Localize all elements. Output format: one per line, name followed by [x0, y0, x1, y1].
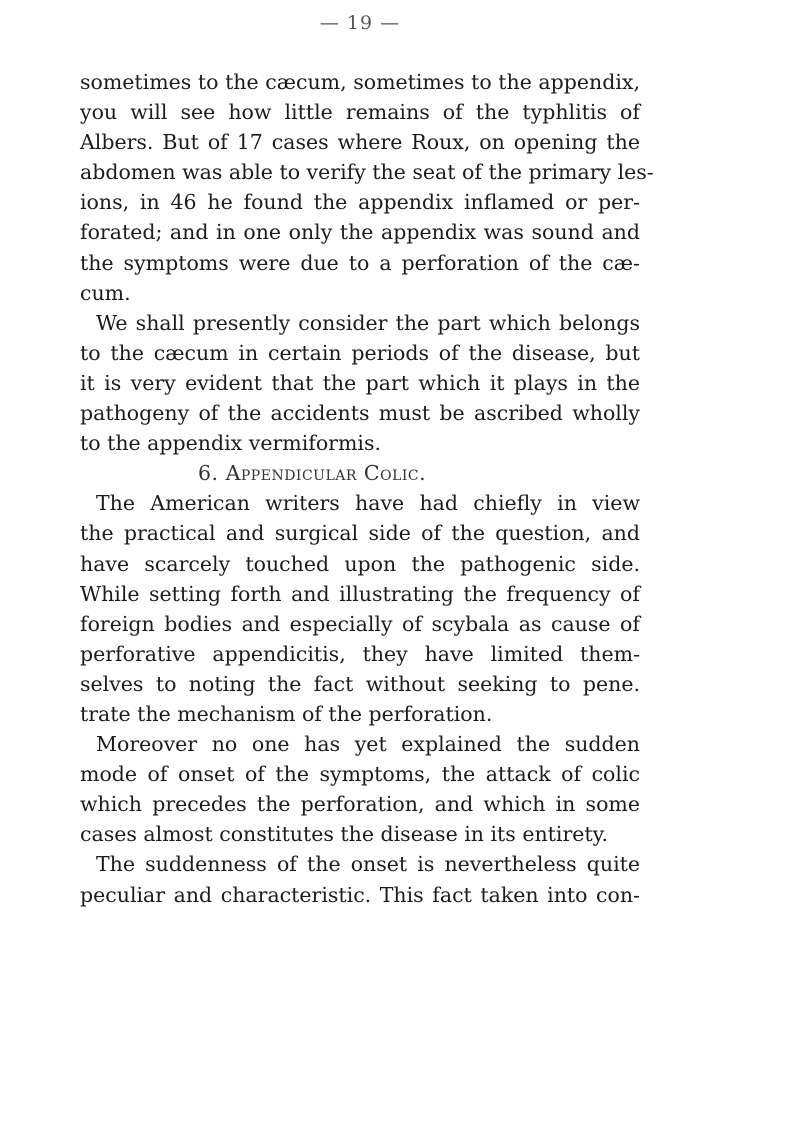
- section-heading: 6. Appendicular Colic.: [198, 461, 427, 486]
- text-line: The American writers have had chiefly in view: [96, 491, 640, 516]
- text-line: selves to noting the fact without seeking to pene.: [80, 671, 640, 696]
- text-line: cases almost constitutes the disease in its entirety.: [80, 822, 609, 847]
- text-line: peculiar and characteristic. This fact taken into con-: [80, 882, 640, 907]
- text-line: ions, in 46 he found the appendix inflamed or per-: [80, 190, 640, 215]
- text-line: pathogeny of the accidents must be ascribed wholly: [80, 401, 640, 426]
- text-line: the practical and surgical side of the question, and: [80, 521, 640, 546]
- text-line: the symptoms were due to a perforation of the cæ-: [80, 250, 640, 275]
- text-line: sometimes to the cæcum, sometimes to the appendix,: [80, 70, 640, 94]
- body-text: [80, 67, 654, 910]
- text-line: While setting forth and illustrating the frequency of: [80, 581, 640, 606]
- page-number: — 19 —: [319, 12, 401, 34]
- text-line: We shall presently consider the part which belongs: [96, 310, 640, 335]
- text-line: perforative appendicitis, they have limited them-: [80, 641, 640, 666]
- text-line: cum.: [80, 280, 131, 305]
- text-line: which precedes the perforation, and which in some: [80, 792, 640, 817]
- text-line: abdomen was able to verify the seat of the primary les-: [80, 160, 654, 185]
- text-line: it is very evident that the part which it plays in the: [80, 370, 640, 395]
- text-line: mode of onset of the symptoms, the attack of colic: [80, 762, 640, 787]
- text-line: Moreover no one has yet explained the sudden: [96, 732, 640, 757]
- text-line: forated; and in one only the appendix was sound and: [80, 220, 640, 245]
- text-line: foreign bodies and especially of scybala as cause of: [80, 611, 640, 636]
- text-line: to the cæcum in certain periods of the disease, but: [80, 340, 640, 365]
- text-line: to the appendix vermiformis.: [80, 431, 382, 456]
- text-line: you will see how little remains of the typhlitis of: [80, 100, 640, 125]
- text-line: Albers. But of 17 cases where Roux, on opening the: [80, 130, 640, 155]
- text-line: have scarcely touched upon the pathogenic side.: [80, 551, 640, 576]
- text-line: trate the mechanism of the perforation.: [80, 701, 493, 726]
- text-line: The suddenness of the onset is nevertheless quite: [96, 852, 640, 877]
